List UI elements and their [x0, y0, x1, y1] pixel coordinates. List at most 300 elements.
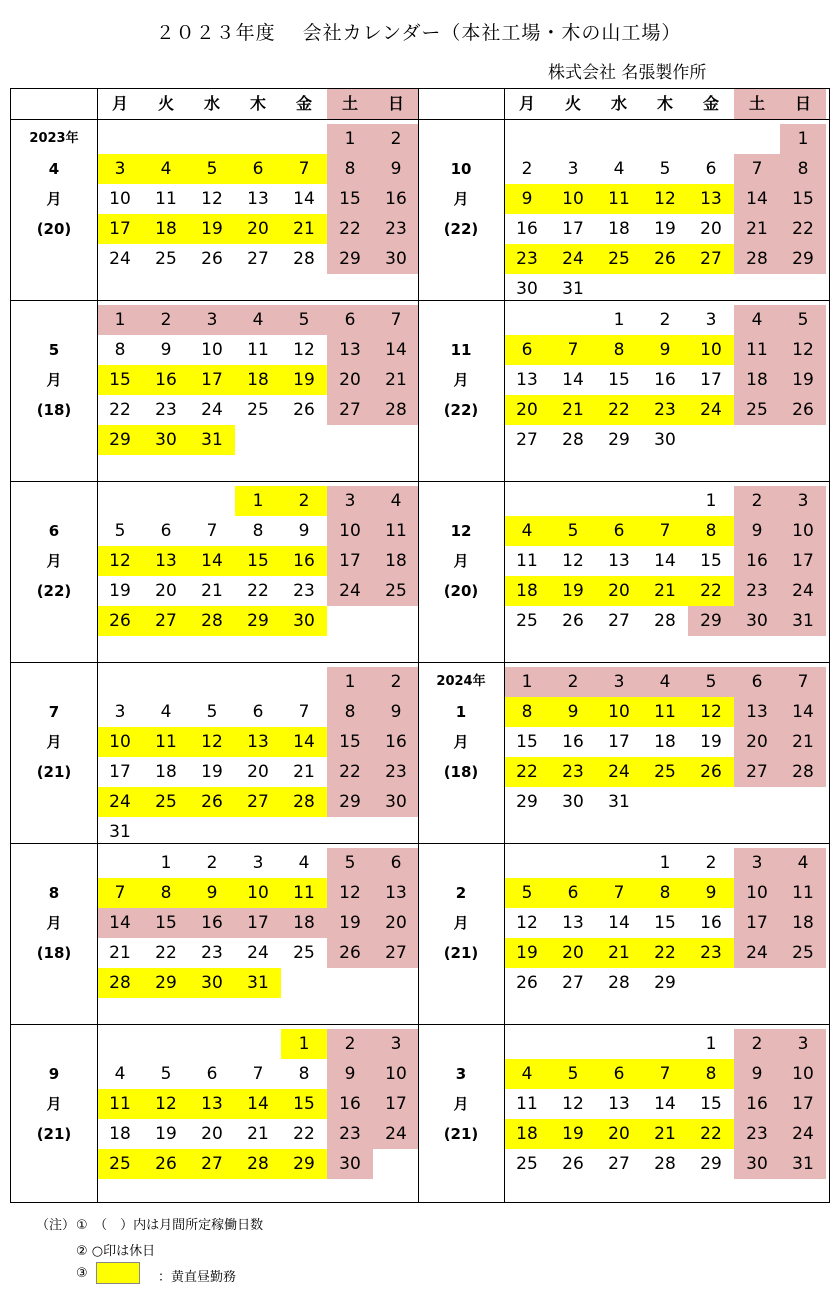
day-cell: 23: [327, 1119, 373, 1149]
day-cell: 1: [659, 853, 671, 873]
month-label-days: (22): [443, 401, 479, 419]
day-cell: 1: [281, 1029, 327, 1059]
day-cell: 8: [780, 154, 826, 184]
day-cell: 15: [143, 908, 189, 938]
day-cell: 2: [734, 1029, 780, 1059]
month-divider: [11, 1024, 829, 1025]
day-cell: 21: [373, 365, 419, 395]
day-cell: 18: [281, 908, 327, 938]
day-cell: 19: [504, 938, 550, 968]
day-cell: 24: [201, 400, 223, 420]
day-cell: 17: [97, 214, 143, 244]
day-cell: 3: [97, 154, 143, 184]
day-cell: 9: [373, 697, 419, 727]
yellow-legend-swatch: [96, 1262, 140, 1284]
day-cell: 8: [327, 697, 373, 727]
day-cell: 16: [281, 546, 327, 576]
day-cell: 3: [189, 305, 235, 335]
day-cell: 29: [780, 244, 826, 274]
day-cell: 12: [562, 551, 584, 571]
day-cell: 2: [521, 159, 533, 179]
day-cell: 27: [143, 606, 189, 636]
day-cell: 14: [373, 335, 419, 365]
weekday-header: 金: [295, 94, 312, 113]
day-cell: 1: [327, 667, 373, 697]
day-cell: 6: [327, 305, 373, 335]
day-cell: 22: [109, 400, 131, 420]
month-label-days: (21): [443, 944, 479, 962]
day-cell: 16: [373, 727, 419, 757]
day-cell: 13: [608, 551, 630, 571]
day-cell: 19: [550, 1119, 596, 1149]
day-cell: 28: [97, 968, 143, 998]
day-cell: 30: [143, 425, 189, 455]
day-cell: 12: [780, 335, 826, 365]
day-cell: 11: [97, 1089, 143, 1119]
day-cell: 6: [252, 702, 264, 722]
day-cell: 17: [562, 219, 584, 239]
day-cell: 13: [608, 1094, 630, 1114]
day-cell: 20: [247, 762, 269, 782]
day-cell: 20: [201, 1124, 223, 1144]
day-cell: 7: [252, 1064, 264, 1084]
day-cell: 5: [206, 702, 218, 722]
weekday-header: 火: [564, 94, 581, 113]
day-cell: 11: [516, 1094, 538, 1114]
month-label-month: 8: [48, 884, 60, 902]
day-cell: 26: [562, 611, 584, 631]
day-cell: 14: [562, 370, 584, 390]
day-cell: 4: [298, 853, 310, 873]
day-cell: 4: [504, 516, 550, 546]
day-cell: 28: [281, 787, 327, 817]
day-cell: 17: [235, 908, 281, 938]
day-cell: 9: [504, 184, 550, 214]
month-label-suffix: 月: [46, 371, 62, 389]
day-cell: 3: [373, 1029, 419, 1059]
weekday-header: 木: [249, 94, 266, 113]
day-cell: 25: [780, 938, 826, 968]
page-title: ２０２３年度 会社カレンダー（本社工場・木の山工場）: [155, 22, 682, 44]
day-cell: 30: [373, 244, 419, 274]
day-cell: 10: [109, 189, 131, 209]
column-divider: [504, 89, 505, 1202]
day-cell: 17: [734, 908, 780, 938]
day-cell: 8: [642, 878, 688, 908]
day-cell: 7: [780, 667, 826, 697]
day-cell: 9: [734, 1059, 780, 1089]
month-label-suffix: 月: [46, 733, 62, 751]
day-cell: 4: [160, 702, 172, 722]
day-cell: 31: [780, 1149, 826, 1179]
day-cell: 21: [642, 576, 688, 606]
day-cell: 5: [550, 516, 596, 546]
month-label-suffix: 月: [46, 914, 62, 932]
day-cell: 15: [516, 732, 538, 752]
day-cell: 25: [516, 1154, 538, 1174]
day-cell: 28: [608, 973, 630, 993]
day-cell: 23: [734, 1119, 780, 1149]
day-cell: 26: [562, 1154, 584, 1174]
month-label-suffix: 月: [453, 371, 469, 389]
month-label-suffix: 月: [46, 1095, 62, 1113]
day-cell: 19: [281, 365, 327, 395]
day-cell: 19: [109, 581, 131, 601]
day-cell: 12: [97, 546, 143, 576]
day-cell: 7: [550, 335, 596, 365]
day-cell: 6: [705, 159, 717, 179]
month-label-days: (21): [36, 1125, 72, 1143]
day-cell: 20: [700, 219, 722, 239]
day-cell: 22: [596, 395, 642, 425]
day-cell: 21: [281, 214, 327, 244]
day-cell: 17: [608, 732, 630, 752]
day-cell: 30: [189, 968, 235, 998]
day-cell: 18: [654, 732, 676, 752]
day-cell: 20: [596, 1119, 642, 1149]
day-cell: 7: [373, 305, 419, 335]
month-label-suffix: 月: [453, 914, 469, 932]
note-prefix: （注）: [36, 1218, 76, 1233]
day-cell: 24: [247, 943, 269, 963]
month-label-month: 4: [48, 160, 60, 178]
day-cell: 22: [327, 214, 373, 244]
day-cell: 19: [201, 762, 223, 782]
day-cell: 24: [97, 787, 143, 817]
day-cell: 3: [780, 486, 826, 516]
day-cell: 11: [155, 189, 177, 209]
day-cell: 30: [516, 279, 538, 299]
day-cell: 5: [189, 154, 235, 184]
day-cell: 21: [596, 938, 642, 968]
month-label-month: 3: [455, 1065, 467, 1083]
day-cell: 16: [654, 370, 676, 390]
day-cell: 17: [109, 762, 131, 782]
day-cell: 11: [373, 516, 419, 546]
day-cell: 15: [780, 184, 826, 214]
day-cell: 14: [293, 189, 315, 209]
day-cell: 31: [608, 792, 630, 812]
day-cell: 25: [155, 249, 177, 269]
day-cell: 7: [206, 521, 218, 541]
day-cell: 5: [281, 305, 327, 335]
day-cell: 22: [155, 943, 177, 963]
day-cell: 6: [734, 667, 780, 697]
day-cell: 29: [235, 606, 281, 636]
day-cell: 24: [780, 1119, 826, 1149]
day-cell: 23: [734, 576, 780, 606]
note-1: ① （ ）内は月間所定稼働日数: [76, 1218, 264, 1233]
day-cell: 9: [550, 697, 596, 727]
day-cell: 9: [160, 340, 172, 360]
month-label-month: 2: [455, 884, 467, 902]
month-label-year: 2023年: [29, 131, 79, 146]
day-cell: 16: [562, 732, 584, 752]
day-cell: 31: [109, 822, 131, 842]
weekday-header: 火: [157, 94, 174, 113]
day-cell: 15: [281, 1089, 327, 1119]
day-cell: 29: [608, 430, 630, 450]
month-label-days: (22): [443, 220, 479, 238]
day-cell: 20: [373, 908, 419, 938]
day-cell: 2: [373, 667, 419, 697]
day-cell: 11: [143, 727, 189, 757]
day-cell: 19: [780, 365, 826, 395]
day-cell: 14: [97, 908, 143, 938]
day-cell: 17: [700, 370, 722, 390]
month-label-suffix: 月: [46, 190, 62, 208]
day-cell: 31: [235, 968, 281, 998]
day-cell: 20: [504, 395, 550, 425]
day-cell: 23: [373, 214, 419, 244]
day-cell: 5: [160, 1064, 172, 1084]
day-cell: 21: [734, 214, 780, 244]
day-cell: 29: [143, 968, 189, 998]
day-cell: 11: [780, 878, 826, 908]
day-cell: 27: [562, 973, 584, 993]
day-cell: 3: [327, 486, 373, 516]
day-cell: 15: [235, 546, 281, 576]
day-cell: 20: [550, 938, 596, 968]
day-cell: 12: [688, 697, 734, 727]
day-cell: 25: [247, 400, 269, 420]
day-cell: 4: [734, 305, 780, 335]
day-cell: 8: [252, 521, 264, 541]
day-cell: 4: [642, 667, 688, 697]
day-cell: 7: [298, 702, 310, 722]
day-cell: 28: [654, 611, 676, 631]
day-cell: 16: [143, 365, 189, 395]
day-cell: 4: [143, 154, 189, 184]
day-cell: 12: [516, 913, 538, 933]
day-cell: 7: [642, 1059, 688, 1089]
day-cell: 19: [189, 214, 235, 244]
day-cell: 31: [780, 606, 826, 636]
day-cell: 18: [109, 1124, 131, 1144]
day-cell: 23: [201, 943, 223, 963]
month-divider: [11, 481, 829, 482]
day-cell: 9: [734, 516, 780, 546]
day-cell: 18: [734, 365, 780, 395]
day-cell: 16: [327, 1089, 373, 1119]
day-cell: 1: [705, 1034, 717, 1054]
month-label-month: 12: [450, 522, 472, 540]
day-cell: 30: [373, 787, 419, 817]
weekday-header: 土: [327, 89, 373, 119]
day-cell: 30: [327, 1149, 373, 1179]
day-cell: 3: [567, 159, 579, 179]
day-cell: 2: [281, 486, 327, 516]
day-cell: 23: [293, 581, 315, 601]
day-cell: 10: [327, 516, 373, 546]
month-label-suffix: 月: [46, 552, 62, 570]
day-cell: 29: [281, 1149, 327, 1179]
day-cell: 18: [155, 762, 177, 782]
day-cell: 22: [327, 757, 373, 787]
weekday-header: 木: [656, 94, 673, 113]
day-cell: 13: [373, 878, 419, 908]
day-cell: 24: [688, 395, 734, 425]
month-label-month: 9: [48, 1065, 60, 1083]
day-cell: 17: [373, 1089, 419, 1119]
month-label-suffix: 月: [453, 552, 469, 570]
day-cell: 20: [155, 581, 177, 601]
month-label-days: (21): [443, 1125, 479, 1143]
day-cell: 28: [562, 430, 584, 450]
day-cell: 27: [734, 757, 780, 787]
calendar-table: [10, 88, 830, 1203]
day-cell: 8: [688, 1059, 734, 1089]
day-cell: 6: [160, 521, 172, 541]
day-cell: 7: [596, 878, 642, 908]
day-cell: 28: [189, 606, 235, 636]
day-cell: 6: [235, 154, 281, 184]
day-cell: 21: [550, 395, 596, 425]
day-cell: 26: [642, 244, 688, 274]
weekday-header: 水: [610, 94, 627, 113]
day-cell: 30: [281, 606, 327, 636]
day-cell: 10: [201, 340, 223, 360]
day-cell: 15: [654, 913, 676, 933]
day-cell: 5: [504, 878, 550, 908]
day-cell: 3: [780, 1029, 826, 1059]
day-cell: 11: [247, 340, 269, 360]
day-cell: 29: [688, 606, 734, 636]
day-cell: 4: [504, 1059, 550, 1089]
day-cell: 12: [562, 1094, 584, 1114]
day-cell: 19: [654, 219, 676, 239]
day-cell: 13: [562, 913, 584, 933]
day-cell: 26: [201, 249, 223, 269]
day-cell: 26: [189, 787, 235, 817]
weekday-header: 月: [518, 94, 535, 113]
day-cell: 10: [97, 727, 143, 757]
day-cell: 13: [734, 697, 780, 727]
day-cell: 14: [654, 551, 676, 571]
day-cell: 17: [189, 365, 235, 395]
day-cell: 23: [373, 757, 419, 787]
day-cell: 8: [298, 1064, 310, 1084]
weekday-header: 土: [734, 89, 780, 119]
day-cell: 15: [700, 551, 722, 571]
day-cell: 28: [654, 1154, 676, 1174]
day-cell: 14: [780, 697, 826, 727]
day-cell: 12: [201, 189, 223, 209]
day-cell: 9: [688, 878, 734, 908]
day-cell: 8: [688, 516, 734, 546]
day-cell: 19: [327, 908, 373, 938]
day-cell: 13: [235, 727, 281, 757]
month-label-month: 1: [455, 703, 467, 721]
day-cell: 24: [780, 576, 826, 606]
day-cell: 10: [780, 1059, 826, 1089]
day-cell: 3: [596, 667, 642, 697]
day-cell: 12: [189, 727, 235, 757]
day-cell: 2: [327, 1029, 373, 1059]
day-cell: 9: [373, 154, 419, 184]
weekday-header: 日: [373, 89, 419, 119]
day-cell: 1: [160, 853, 172, 873]
month-label-days: (22): [36, 582, 72, 600]
day-cell: 1: [327, 124, 373, 154]
day-cell: 28: [235, 1149, 281, 1179]
day-cell: 8: [114, 340, 126, 360]
month-label-month: 10: [450, 160, 472, 178]
day-cell: 26: [688, 757, 734, 787]
day-cell: 22: [688, 576, 734, 606]
day-cell: 8: [143, 878, 189, 908]
month-divider: [11, 300, 829, 301]
day-cell: 25: [97, 1149, 143, 1179]
day-cell: 28: [780, 757, 826, 787]
day-cell: 23: [504, 244, 550, 274]
day-cell: 8: [504, 697, 550, 727]
day-cell: 20: [596, 576, 642, 606]
day-cell: 5: [688, 667, 734, 697]
day-cell: 30: [654, 430, 676, 450]
day-cell: 1: [235, 486, 281, 516]
day-cell: 22: [504, 757, 550, 787]
column-divider: [418, 89, 419, 1202]
day-cell: 18: [235, 365, 281, 395]
day-cell: 22: [247, 581, 269, 601]
day-cell: 31: [189, 425, 235, 455]
month-label-suffix: 月: [453, 1095, 469, 1113]
month-label-days: (18): [36, 401, 72, 419]
day-cell: 20: [235, 214, 281, 244]
day-cell: 13: [516, 370, 538, 390]
day-cell: 14: [654, 1094, 676, 1114]
day-cell: 13: [189, 1089, 235, 1119]
day-cell: 7: [642, 516, 688, 546]
day-cell: 19: [550, 576, 596, 606]
day-cell: 8: [327, 154, 373, 184]
day-cell: 11: [281, 878, 327, 908]
day-cell: 9: [298, 521, 310, 541]
day-cell: 3: [114, 702, 126, 722]
note-3-num: ③: [76, 1266, 88, 1281]
day-cell: 24: [373, 1119, 419, 1149]
day-cell: 9: [189, 878, 235, 908]
day-cell: 22: [642, 938, 688, 968]
month-label-days: (18): [443, 763, 479, 781]
month-divider: [11, 662, 829, 663]
day-cell: 26: [143, 1149, 189, 1179]
day-cell: 10: [550, 184, 596, 214]
day-cell: 14: [281, 727, 327, 757]
day-cell: 27: [247, 249, 269, 269]
day-cell: 21: [247, 1124, 269, 1144]
weekday-header: 金: [702, 94, 719, 113]
day-cell: 25: [516, 611, 538, 631]
day-cell: 14: [734, 184, 780, 214]
day-cell: 13: [143, 546, 189, 576]
day-cell: 11: [734, 335, 780, 365]
day-cell: 30: [734, 606, 780, 636]
day-cell: 20: [327, 365, 373, 395]
day-cell: 29: [327, 787, 373, 817]
day-cell: 7: [734, 154, 780, 184]
day-cell: 18: [373, 546, 419, 576]
day-cell: 6: [373, 848, 419, 878]
day-cell: 6: [596, 1059, 642, 1089]
month-label-month: 11: [450, 341, 472, 359]
month-label-year: 2024年: [436, 674, 486, 689]
day-cell: 10: [780, 516, 826, 546]
day-cell: 27: [608, 611, 630, 631]
day-cell: 6: [596, 516, 642, 546]
day-cell: 25: [596, 244, 642, 274]
